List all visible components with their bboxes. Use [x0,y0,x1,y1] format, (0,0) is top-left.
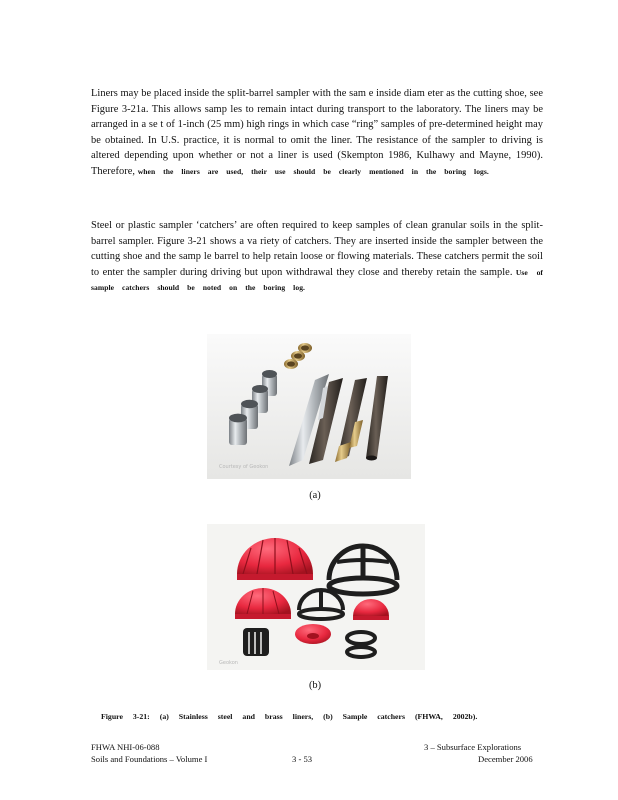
paragraph-catchers-text: Steel or plastic sampler ‘catchers’ are often required to keep samples of clean granular soils in the split-barrel sampler. Figure 3-21 shows a va riety of catchers. They are inserted inside the sampler between the cutting shoe and the samp le barrel to help retain loose or flowing materials. These catchers permit the soil to enter the sampler during driving but upon withdrawal they close and thereby retain the sample. [91,220,543,278]
paragraph-catchers-bold: Use of sample catchers should be noted on the boring log. [91,267,543,293]
black-basket-catcher [243,628,269,656]
figure-label-a: (a) [309,490,321,501]
catchers-photo [207,524,425,670]
figure-label-b: (b) [308,680,322,691]
footer-page-number: 3 - 53 [292,754,313,764]
figure-caption: Figure 3-21: (a) Stainless steel and brass liners, (b) Sample catchers (FHWA, 2002b). [101,712,478,721]
paragraph-liners [91,86,543,180]
footer-publication-number: FHWA NHI-06-088 [91,742,160,752]
paragraph-liners-bold: when the liners are used, their use should be clearly mentioned in the boring logs. [137,166,489,176]
photo-a-credit: Courtesy of Geokon [219,464,269,470]
footer-date: December 2006 [478,754,533,764]
paragraph-catchers [91,218,543,296]
footer-document-title: Soils and Foundations – Volume I [91,754,208,764]
liners-photo [207,334,411,479]
photo-b-credit: Geokon [219,660,238,666]
red-cap [295,624,331,644]
paragraph-liners-text: Liners may be placed inside the split-barrel sampler with the sam e inside diam eter as the cutting shoe, see Figure 3-21a. This allows samp les to remain intact during transport to the laboratory. The liners may be arranged in a se t of 1-inch (25 mm) high rings in which case “ring” samples of pre-determined height may be obtained. In U.S. practice, it is normal to omit the liner. The resistance of the sampler to driving is altered depending upon whether or not a liner is used (Skempton 1986, Kulhawy and Mayne, 1990). Therefore, [91,88,543,177]
footer-chapter-title: 3 – Subsurface Explorations [424,742,522,752]
